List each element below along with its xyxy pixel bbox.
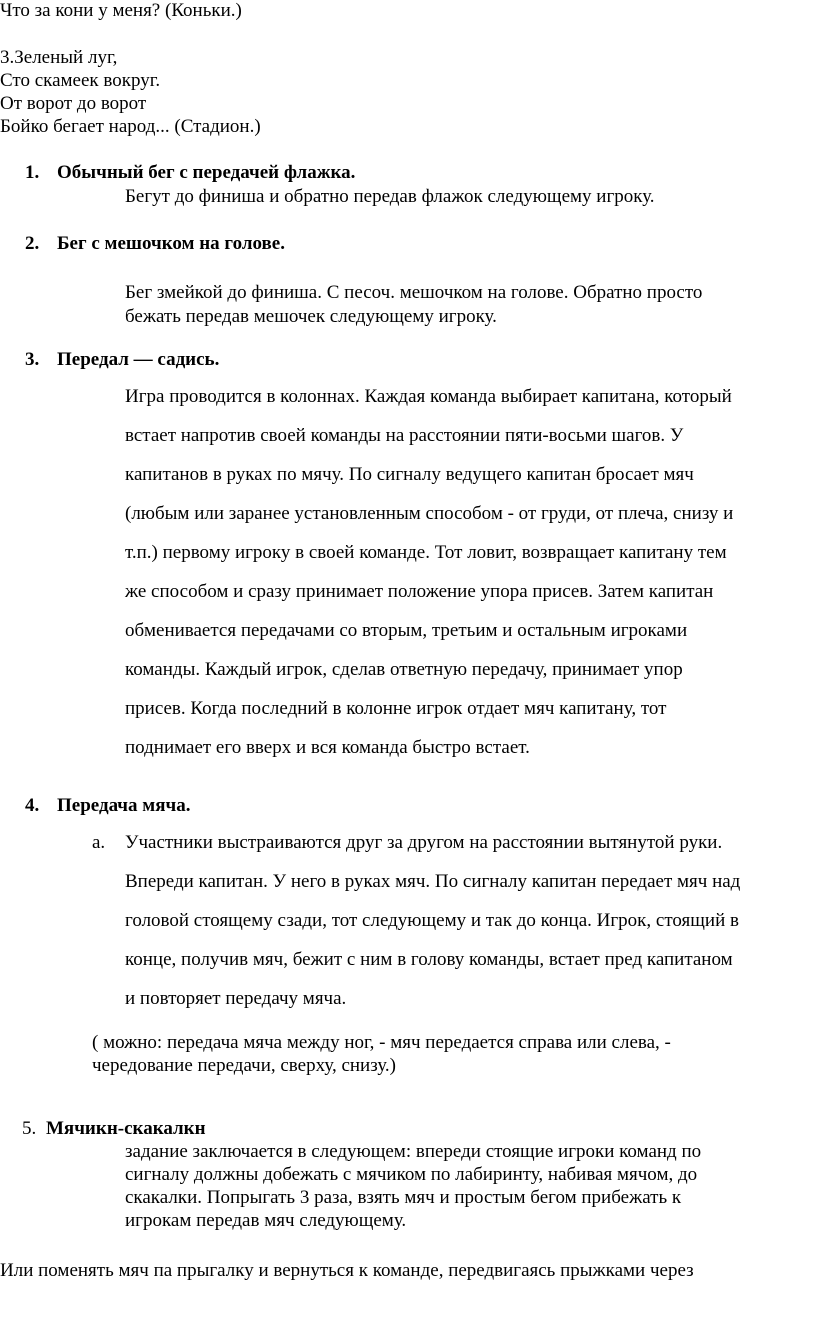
game-4-line-5: и повторяет передачу мяча. — [125, 988, 347, 1009]
game-4-line-3: головой стоящему сзади, тот следующему и так до конца. Игрок, стоящий в — [125, 910, 739, 931]
game-3-line-7: обменивается передачами со вторым, третьим и остальным игроками — [125, 620, 688, 641]
riddle3-line-1: 3.Зеленый луг, — [0, 47, 118, 68]
game-4-note-line-2: чередование передачи, сверху, снизу.) — [92, 1055, 397, 1076]
riddle-answer-line: Что за кони у меня? (Коньки.) — [0, 0, 242, 21]
game-4-marker: 4. — [25, 795, 40, 816]
game-1-title: Обычный бег с передачей флажка. — [57, 162, 356, 183]
game-4-line-2: Впереди капитан. У него в руках мяч. По сигналу капитан передает мяч над — [125, 871, 741, 892]
game-1-line-1: Бегут до финиша и обратно передав флажок следующему игроку. — [125, 186, 655, 207]
game-3-line-2: встает напротив своей команды на расстоянии пяти-восьми шагов. У — [125, 425, 684, 446]
game-3-line-3: капитанов в руках по мячу. По сигналу ведущего капитан бросает мяч — [125, 464, 694, 485]
game-4-title: Передача мяча. — [57, 795, 191, 816]
game-4-sub-marker: a. — [92, 832, 106, 853]
game-4-line-1: Участники выстраиваются друг за другом на расстоянии вытянутой руки. — [125, 832, 723, 853]
game-5-title: Мячикн-скакалкн — [46, 1118, 206, 1139]
game-3-marker: 3. — [25, 349, 40, 370]
riddle3-line-3: От ворот до ворот — [0, 93, 147, 114]
game-2-line-1: Бег змейкой до финиша. С песоч. мешочком на голове. Обратно просто — [125, 282, 703, 303]
game-4-note-line-1: ( можно: передача мяча между ног, - мяч передается справа или слева, - — [92, 1032, 671, 1053]
game-5-line-2: сигналу должны добежать с мячиком по лабиринту, набивая мячом, до — [125, 1164, 698, 1185]
game-2-line-2: бежать передав мешочек следующему игроку. — [125, 306, 497, 327]
riddle3-line-4: Бойко бегает народ... (Стадион.) — [0, 116, 261, 137]
game-3-line-1: Игра проводится в колоннах. Каждая команда выбирает капитана, который — [125, 386, 732, 407]
game-1-marker: 1. — [25, 162, 40, 183]
game-4-line-4: конце, получив мяч, бежит с ним в голову команды, встает пред капитаном — [125, 949, 733, 970]
game-3-line-6: же способом и сразу принимает положение упора присев. Затем капитан — [125, 581, 714, 602]
game-2-marker: 2. — [25, 233, 40, 254]
game-3-title: Передал — садись. — [57, 349, 220, 370]
game-2-title: Бег с мешочком на голове. — [57, 233, 285, 254]
game-5-line-1: задание заключается в следующем: впереди стоящие игроки команд по — [125, 1141, 702, 1162]
game-3-line-10: поднимает его вверх и вся команда быстро встает. — [125, 737, 530, 758]
game-3-line-4: (любым или заранее установленным способом - от груди, от плеча, снизу и — [125, 503, 734, 524]
game-5-marker: 5. — [22, 1118, 37, 1139]
game-3-line-5: т.п.) первому игроку в своей команде. Тот ловит, возвращает капитану тем — [125, 542, 727, 563]
game-3-line-9: присев. Когда последний в колонне игрок отдает мяч капитану, тот — [125, 698, 667, 719]
game-5-line-4: игрокам передав мяч следующему. — [125, 1210, 407, 1231]
riddle3-line-2: Сто скамеек вокруг. — [0, 70, 161, 91]
game-3-line-8: команды. Каждый игрок, сделав ответную передачу, принимает упор — [125, 659, 683, 680]
closing-line: Или поменять мяч па прыгалку и вернуться к команде, передвигаясь прыжками через — [0, 1260, 694, 1281]
game-5-line-3: скакалки. Попрыгать 3 раза, взять мяч и простым бегом прибежать к — [125, 1187, 682, 1208]
